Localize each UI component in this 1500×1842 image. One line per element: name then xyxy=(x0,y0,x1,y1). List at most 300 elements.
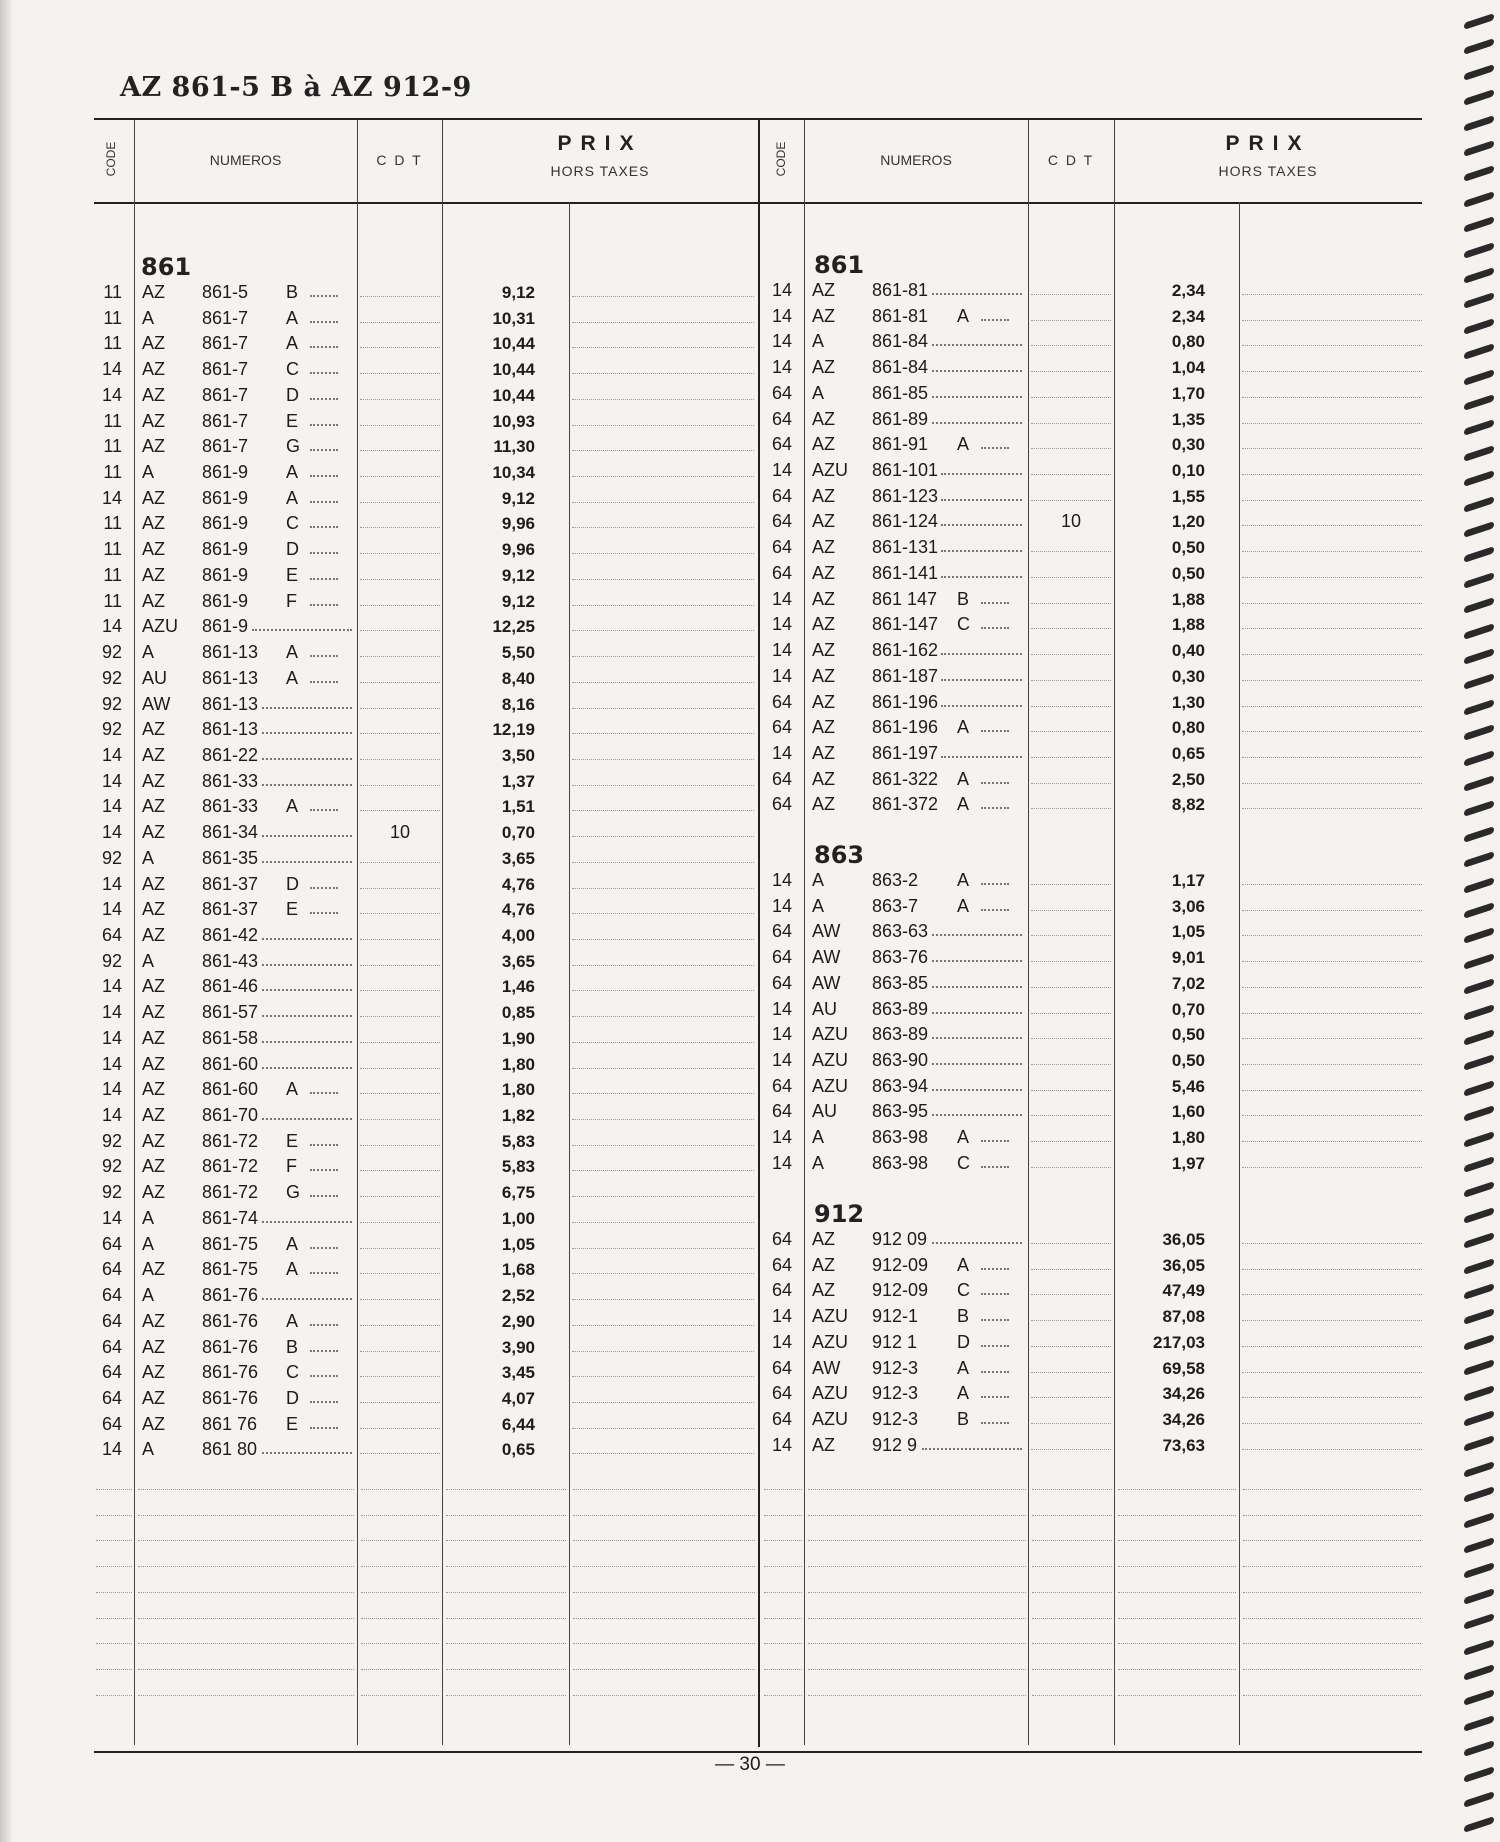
row-code: 64 xyxy=(771,485,792,506)
row-price: 1,80 xyxy=(501,1054,535,1074)
price-blank xyxy=(1242,1090,1422,1091)
row-code: 92 xyxy=(101,847,122,868)
row-price: 5,50 xyxy=(501,643,535,663)
row-price: 1,51 xyxy=(501,797,535,817)
row-prefix: A xyxy=(812,382,825,403)
row-prefix: AW xyxy=(142,693,171,714)
row-price: 1,68 xyxy=(501,1260,535,1280)
binding-coil xyxy=(1464,623,1494,640)
row-number: 863-89 xyxy=(872,998,929,1019)
row-suffix: D xyxy=(286,539,299,560)
leader-dots xyxy=(932,1242,1022,1244)
cdt-blank xyxy=(1031,910,1111,911)
price-blank xyxy=(572,476,754,477)
price-blank xyxy=(572,579,754,580)
price-blank xyxy=(572,1093,754,1094)
leader-dots xyxy=(310,424,338,426)
page-number: — 30 — xyxy=(715,1754,785,1775)
table-row xyxy=(0,820,535,846)
cdt-blank xyxy=(360,1170,440,1171)
row-suffix: E xyxy=(286,899,299,920)
leader-dots xyxy=(310,578,338,580)
price-blank xyxy=(1242,628,1422,629)
row-price: 0,70 xyxy=(1171,999,1205,1019)
blank-line xyxy=(573,1489,755,1490)
row-number: 861 76 xyxy=(202,1413,258,1434)
row-number: 863-90 xyxy=(872,1050,929,1071)
row-code: 11 xyxy=(103,410,122,431)
blank-line xyxy=(1243,1489,1421,1490)
leader-dots xyxy=(262,732,352,734)
row-code: 14 xyxy=(771,895,792,916)
row-price: 4,00 xyxy=(501,926,535,945)
leader-dots xyxy=(310,475,338,477)
row-price: 0,80 xyxy=(1171,718,1205,738)
price-blank xyxy=(1242,525,1422,526)
blank-line xyxy=(138,1592,354,1593)
blank-line xyxy=(764,1489,802,1490)
row-price: 10,44 xyxy=(492,334,535,354)
blank-line xyxy=(573,1695,755,1696)
leader-dots xyxy=(310,1272,338,1274)
blank-line xyxy=(808,1592,1026,1593)
row-prefix: AZ xyxy=(812,1280,836,1301)
row-number: 861-72 xyxy=(202,1130,259,1151)
price-blank xyxy=(1242,397,1422,398)
row-price: 0,30 xyxy=(1171,666,1205,686)
row-prefix: AZU xyxy=(812,1075,848,1096)
cdt-blank xyxy=(360,656,440,657)
price-blank xyxy=(572,527,754,528)
row-suffix: C xyxy=(957,1280,970,1301)
row-code: 14 xyxy=(101,1439,122,1460)
row-price: 47,49 xyxy=(1162,1281,1205,1301)
row-cdt: 10 xyxy=(389,822,411,843)
price-blank xyxy=(1242,1346,1422,1347)
row-price: 10,31 xyxy=(492,308,535,328)
price-blank xyxy=(572,1068,754,1069)
cdt-blank xyxy=(1031,884,1111,885)
row-number: 861-22 xyxy=(202,744,259,765)
leader-dots xyxy=(262,1118,352,1120)
row-price: 5,83 xyxy=(501,1131,535,1151)
leader-dots xyxy=(981,1268,1009,1270)
row-price: 0,40 xyxy=(1171,641,1205,661)
row-code: 64 xyxy=(771,382,792,403)
row-price: 3,65 xyxy=(501,848,535,868)
price-blank xyxy=(572,1248,754,1249)
row-number: 861-101 xyxy=(872,460,939,481)
blank-line xyxy=(361,1618,439,1619)
binding-coil xyxy=(1464,166,1494,183)
row-code: 14 xyxy=(771,460,792,481)
row-number: 861-89 xyxy=(872,408,929,429)
row-price: 0,50 xyxy=(1171,563,1205,583)
row-price: 9,12 xyxy=(501,488,535,508)
row-price: 1,88 xyxy=(1171,589,1205,609)
row-suffix: A xyxy=(286,307,299,328)
row-prefix: AZ xyxy=(812,640,836,661)
leader-dots xyxy=(981,1140,1009,1142)
blank-line xyxy=(1118,1695,1236,1696)
cdt-blank xyxy=(1031,1038,1111,1039)
row-prefix: AZ xyxy=(142,1079,166,1100)
row-suffix: A xyxy=(957,1357,970,1378)
price-blank xyxy=(572,708,754,709)
row-suffix: D xyxy=(286,1387,299,1408)
cdt-blank xyxy=(1031,654,1111,655)
price-blank xyxy=(572,759,754,760)
row-prefix: AZU xyxy=(142,616,178,637)
blank-line xyxy=(446,1618,566,1619)
row-number: 861-7 xyxy=(202,436,249,457)
binding-coil xyxy=(1464,1131,1494,1148)
cdt-blank xyxy=(1031,1449,1111,1450)
blank-line xyxy=(446,1489,566,1490)
cdt-blank xyxy=(360,1376,440,1377)
cdt-blank xyxy=(1031,1294,1111,1295)
row-price: 1,17 xyxy=(1171,871,1205,890)
leader-dots xyxy=(941,679,1022,681)
row-code: 14 xyxy=(101,770,122,791)
row-number: 861-7 xyxy=(202,307,249,328)
row-price: 10,44 xyxy=(492,385,535,405)
table-row xyxy=(0,1180,535,1206)
price-blank xyxy=(572,399,754,400)
cdt-blank xyxy=(1031,706,1111,707)
row-price: 9,01 xyxy=(1171,948,1205,968)
hors-taxes-header: HORS TAXES xyxy=(1218,163,1318,179)
binding-coil xyxy=(1464,13,1494,30)
cdt-blank xyxy=(360,425,440,426)
leader-dots xyxy=(310,809,338,811)
leader-dots xyxy=(932,1114,1022,1116)
row-suffix: C xyxy=(286,359,299,380)
binding-coil xyxy=(1464,369,1494,386)
row-prefix: A xyxy=(142,1233,155,1254)
price-blank xyxy=(572,965,754,966)
blank-line xyxy=(573,1540,755,1541)
blank-line xyxy=(1032,1592,1112,1593)
row-prefix: AZ xyxy=(812,768,836,789)
row-price: 4,07 xyxy=(501,1388,535,1408)
blank-line xyxy=(361,1592,439,1593)
cdt-blank xyxy=(1031,1013,1111,1014)
binding-coil xyxy=(1464,877,1494,894)
row-price: 0,70 xyxy=(501,823,535,843)
binding-coil xyxy=(1464,1156,1494,1173)
row-number: 861-9 xyxy=(202,616,249,637)
blank-line xyxy=(1243,1643,1421,1644)
price-blank xyxy=(572,553,754,554)
row-number: 861-84 xyxy=(872,357,929,378)
blank-line xyxy=(573,1643,755,1644)
price-blank xyxy=(1242,1115,1422,1116)
row-code: 64 xyxy=(771,1357,792,1378)
price-blank xyxy=(572,810,754,811)
cdt-blank xyxy=(360,399,440,400)
row-prefix: A xyxy=(142,307,155,328)
price-blank xyxy=(1242,371,1422,372)
row-price: 87,08 xyxy=(1162,1307,1205,1327)
row-code: 64 xyxy=(771,1383,792,1404)
row-number: 861-81 xyxy=(872,305,929,326)
row-prefix: AZ xyxy=(812,562,836,583)
cdt-blank xyxy=(360,605,440,606)
row-suffix: A xyxy=(286,667,299,688)
price-blank xyxy=(1242,680,1422,681)
row-suffix: A xyxy=(957,434,970,455)
row-price: 73,63 xyxy=(1162,1435,1205,1455)
row-code: 11 xyxy=(103,564,122,585)
row-price: 2,52 xyxy=(501,1286,535,1306)
row-prefix: AZ xyxy=(812,1229,836,1249)
cdt-blank xyxy=(360,1325,440,1326)
row-code: 64 xyxy=(101,1336,122,1357)
leader-dots xyxy=(981,447,1009,449)
price-blank xyxy=(572,656,754,657)
blank-line xyxy=(764,1515,802,1516)
row-price: 10,44 xyxy=(492,360,535,380)
blank-line xyxy=(1243,1592,1421,1593)
row-price: 1,82 xyxy=(501,1106,535,1126)
row-number: 861-33 xyxy=(202,770,259,791)
blank-line xyxy=(1032,1695,1112,1696)
row-price: 1,60 xyxy=(1171,1102,1205,1122)
price-blank xyxy=(572,836,754,837)
blank-line xyxy=(808,1515,1026,1516)
blank-line xyxy=(361,1566,439,1567)
leader-dots xyxy=(310,655,338,657)
row-suffix: A xyxy=(957,870,970,890)
leader-dots xyxy=(981,319,1009,321)
price-blank xyxy=(572,682,754,683)
row-prefix: AZ xyxy=(812,537,836,558)
binding-coil xyxy=(1464,394,1494,411)
bottom-rule xyxy=(94,1751,1422,1753)
price-blank xyxy=(1242,1372,1422,1373)
row-code: 92 xyxy=(101,1156,122,1177)
price-blank xyxy=(1242,935,1422,936)
binding-coil xyxy=(1464,1664,1494,1681)
cdt-blank xyxy=(1031,371,1111,372)
row-suffix: A xyxy=(286,1079,299,1100)
row-number: 861-131 xyxy=(872,537,939,558)
row-number: 861-72 xyxy=(202,1182,259,1203)
row-suffix: C xyxy=(286,513,299,534)
binding-coil xyxy=(1464,978,1494,995)
price-blank xyxy=(572,785,754,786)
row-number: 861-123 xyxy=(872,485,939,506)
cdt-blank xyxy=(360,1196,440,1197)
binding-coil xyxy=(1464,902,1494,919)
blank-line xyxy=(764,1540,802,1541)
row-suffix: C xyxy=(957,614,970,635)
cdt-blank xyxy=(360,1351,440,1352)
row-code: 64 xyxy=(771,562,792,583)
leader-dots xyxy=(262,938,352,940)
blank-line xyxy=(1243,1540,1421,1541)
row-prefix: AZ xyxy=(812,691,836,712)
row-price: 10,34 xyxy=(492,463,535,483)
row-price: 0,10 xyxy=(1171,461,1205,481)
binding-coil xyxy=(1464,318,1494,335)
binding-coil xyxy=(1464,1182,1494,1199)
row-number: 863-98 xyxy=(872,1127,929,1148)
blank-line xyxy=(96,1489,132,1490)
cdt-blank xyxy=(360,682,440,683)
row-prefix: AZ xyxy=(142,719,166,740)
price-blank xyxy=(1242,1320,1422,1321)
binding-coil xyxy=(1464,1283,1494,1300)
row-price: 9,96 xyxy=(501,514,535,534)
row-number: 861-9 xyxy=(202,590,249,611)
row-code: 92 xyxy=(101,1130,122,1151)
cdt-blank xyxy=(360,1428,440,1429)
blank-line xyxy=(96,1618,132,1619)
blank-line xyxy=(573,1515,755,1516)
row-code: 64 xyxy=(101,1233,122,1254)
binding-coil xyxy=(1464,1817,1494,1834)
leader-dots xyxy=(310,346,338,348)
row-prefix: AZ xyxy=(142,410,166,431)
cdt-blank xyxy=(1031,1372,1111,1373)
blank-line xyxy=(808,1618,1026,1619)
price-blank xyxy=(1242,731,1422,732)
numeros-header: NUMEROS xyxy=(209,152,282,168)
row-suffix: A xyxy=(286,462,299,483)
row-number: 861-58 xyxy=(202,1027,259,1048)
row-number: 861-84 xyxy=(872,331,929,352)
row-number: 861-76 xyxy=(202,1387,259,1408)
cdt-blank xyxy=(1031,731,1111,732)
price-blank xyxy=(1242,757,1422,758)
row-suffix: B xyxy=(286,1336,299,1357)
row-code: 64 xyxy=(771,691,792,712)
row-price: 1,00 xyxy=(501,1208,535,1228)
blank-line xyxy=(764,1566,802,1567)
prix-header: PRIX xyxy=(557,132,643,155)
row-number: 861-72 xyxy=(202,1156,259,1177)
leader-dots xyxy=(310,321,338,323)
row-code: 92 xyxy=(101,719,122,740)
row-price: 9,12 xyxy=(501,591,535,611)
blank-line xyxy=(1032,1515,1112,1516)
row-prefix: AZ xyxy=(142,1259,166,1280)
row-prefix: AZ xyxy=(812,717,836,738)
row-code: 14 xyxy=(771,588,792,609)
blank-line xyxy=(573,1566,755,1567)
row-suffix: A xyxy=(957,1127,970,1148)
row-prefix: A xyxy=(142,1285,155,1306)
leader-dots xyxy=(981,782,1009,784)
leader-dots xyxy=(310,1350,338,1352)
row-number: 861-7 xyxy=(202,410,249,431)
row-number: 863-2 xyxy=(872,870,919,890)
leader-dots xyxy=(262,707,352,709)
cdt-blank xyxy=(1031,808,1111,809)
row-number: 861-322 xyxy=(872,768,939,789)
row-prefix: AZ xyxy=(142,976,166,997)
row-prefix: AZ xyxy=(812,794,836,815)
row-price: 2,90 xyxy=(501,1311,535,1331)
cdt-blank xyxy=(1031,1269,1111,1270)
blank-line xyxy=(446,1643,566,1644)
leader-dots xyxy=(932,396,1022,398)
row-code: 92 xyxy=(101,950,122,971)
row-suffix: A xyxy=(957,794,970,815)
leader-dots xyxy=(981,730,1009,732)
price-blank xyxy=(1242,654,1422,655)
cdt-blank xyxy=(360,888,440,889)
col-sep xyxy=(804,120,805,1745)
section-heading: 863 xyxy=(814,841,865,869)
price-blank xyxy=(1242,448,1422,449)
leader-dots xyxy=(932,960,1022,962)
price-blank xyxy=(1242,1064,1422,1065)
blank-line xyxy=(1243,1695,1421,1696)
leader-dots xyxy=(310,501,338,503)
binding-coil xyxy=(1464,801,1494,818)
row-price: 1,37 xyxy=(501,771,535,791)
leader-dots xyxy=(932,293,1022,295)
row-price: 34,26 xyxy=(1162,1384,1205,1404)
price-blank xyxy=(1242,1243,1422,1244)
cdt-blank xyxy=(1031,1397,1111,1398)
row-suffix: C xyxy=(286,1362,299,1383)
cdt-blank xyxy=(1031,577,1111,578)
blank-line xyxy=(808,1540,1026,1541)
blank-line xyxy=(1118,1618,1236,1619)
leader-dots xyxy=(941,524,1022,526)
row-code: 14 xyxy=(101,1027,122,1048)
binding-coil xyxy=(1464,1105,1494,1122)
price-blank xyxy=(1242,961,1422,962)
binding-coil xyxy=(1464,953,1494,970)
binding-coil xyxy=(1464,140,1494,157)
cdt-blank xyxy=(360,527,440,528)
binding-coil xyxy=(1464,1588,1494,1605)
row-number: 861-37 xyxy=(202,899,259,920)
blank-line xyxy=(96,1592,132,1593)
leader-dots xyxy=(310,604,338,606)
binding-coil xyxy=(1464,1258,1494,1275)
row-code: 14 xyxy=(101,1105,122,1126)
row-number: 912-09 xyxy=(872,1254,929,1275)
row-price: 36,05 xyxy=(1162,1255,1205,1275)
row-suffix: B xyxy=(957,588,970,609)
cdt-blank xyxy=(360,630,440,631)
row-prefix: AZ xyxy=(142,487,166,508)
blank-line xyxy=(1243,1669,1421,1670)
leader-dots xyxy=(310,1401,338,1403)
row-number: 861 147 xyxy=(872,588,938,609)
row-code: 64 xyxy=(771,1101,792,1122)
row-number: 861-57 xyxy=(202,1002,259,1023)
row-prefix: AZ xyxy=(812,408,836,429)
row-number: 861-13 xyxy=(202,693,259,714)
row-code: 14 xyxy=(771,742,792,763)
price-blank xyxy=(1242,783,1422,784)
row-code: 14 xyxy=(101,744,122,765)
row-prefix: AZ xyxy=(142,1310,166,1331)
row-code: 92 xyxy=(101,693,122,714)
leader-dots xyxy=(981,883,1009,885)
leader-dots xyxy=(932,370,1022,372)
row-price: 3,45 xyxy=(501,1363,535,1383)
row-suffix: D xyxy=(286,873,299,894)
binding-coil xyxy=(1464,343,1494,360)
